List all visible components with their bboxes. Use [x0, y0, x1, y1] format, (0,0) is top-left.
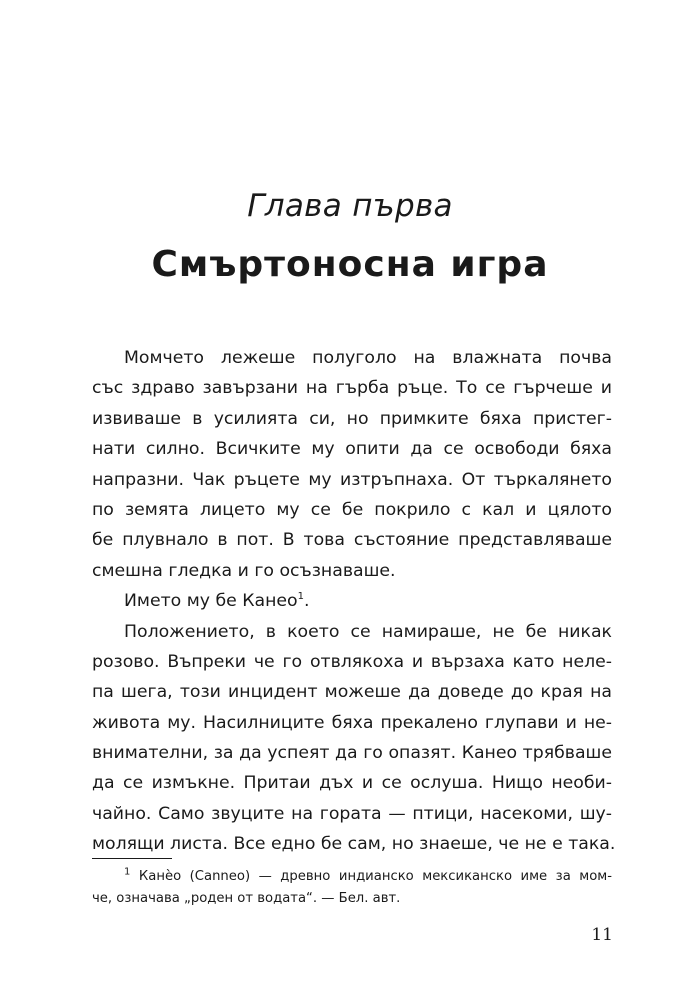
text-line: па шега, този инцидент можеше да доведе до края на — [92, 682, 612, 703]
text-line: Момчето лежеше полуголо на влажната почва — [124, 348, 612, 368]
text-line: молящи листа. Все едно бе сам, но знаеше, че не е така. — [92, 834, 616, 855]
name-text: Името му бе Канео — [124, 591, 298, 612]
body-text — [92, 343, 616, 860]
text-line: извиваше в усилията си, но примките бяха пристег- — [92, 408, 612, 429]
text-line: розово. Въпреки че го отвлякоха и вързаха като неле- — [92, 651, 612, 672]
chapter-title: Смъртоносна игра — [151, 244, 549, 285]
text-line: нати силно. Всичките му опити да се освободи бяха — [92, 439, 612, 460]
text-line: бе плувнало в пот. В това състояние представляваше — [92, 530, 612, 551]
footnote-text-2: че, означава „роден от водата“. — Бел. авт. — [92, 891, 401, 906]
text-line: внимателни, за да успеят да го опазят. Канео трябваше — [92, 743, 612, 764]
footnote-marker: 1 — [124, 866, 131, 878]
footnote-reference[interactable]: 1 — [297, 591, 305, 603]
name-line — [92, 586, 612, 616]
name-line-end: . — [304, 591, 310, 612]
page-number: 11 — [591, 925, 613, 945]
text-line: да се измъкне. Притаи дъх и се ослуша. Нищо необи- — [92, 773, 612, 794]
text-line: смешна гледка и го осъзнаваше. — [92, 560, 396, 581]
text-line: Положението, в което се намираше, не бе никак — [124, 621, 612, 642]
text-line: със здраво завързани на гърба ръце. То се гърчеше и — [92, 378, 612, 399]
footnote-line — [92, 888, 612, 910]
footnote-text-1: Канѐо (Canneo) — древно индианско мексиканско име за мом- — [138, 869, 612, 884]
text-line: по земята лицето му се бе покрило с кал и цялото — [92, 499, 612, 520]
footnote-line — [92, 866, 612, 888]
footnote-divider — [92, 858, 172, 859]
footnote — [92, 866, 612, 910]
text-line: чайно. Само звуците на гората — птици, насекоми, шу- — [92, 803, 612, 824]
text-line: напразни. Чак ръцете му изтръпнаха. От търкалянето — [92, 469, 612, 490]
text-line: живота му. Насилниците бяха прекалено глупави и не- — [92, 712, 612, 733]
chapter-label: Глава първа — [247, 188, 453, 224]
